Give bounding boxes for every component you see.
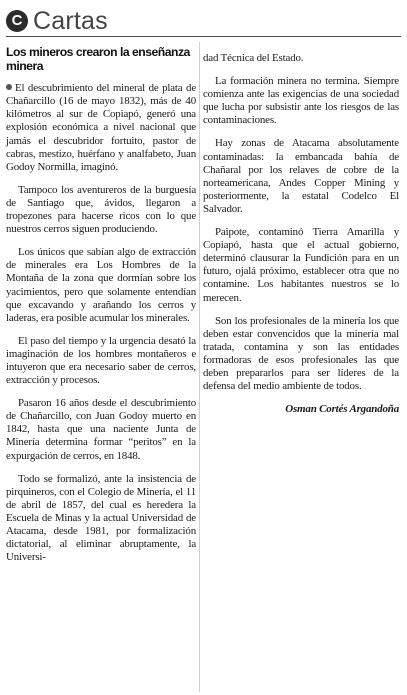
article-paragraph: El paso del tiempo y la urgencia desató la imaginación de los hombres montañeros e intuyeron que era necesario saber de cerros, extracción y procesos. [6, 334, 196, 387]
article-paragraph: Pasaron 16 años desde el descubrimiento de Chañarcillo, con Juan Godoy muerto en 1842, hasta que una naciente Junta de Minería determina formar “peritos” en la expurgación de cerros, en 1848. [6, 397, 196, 462]
article-headline: Los mineros crearon la enseñanza minera [6, 45, 190, 73]
article-paragraph: Son los profesionales de la minería los que deben estar convencidos que la minería mal tratada, contamina y son las entidades formadoras de esos profesionales las que deben prepararlos para ser líderes de la defensa del medio ambiente de todos. [203, 314, 399, 393]
column-divider [199, 42, 200, 692]
article-paragraph: Paipote, contaminó Tierra Amarilla y Copiapó, hasta que el actual gobierno, determinó clausurar la Fundición para en un futuro, ojalá próximo, establecer otra que no contamine. Los habitantes nuestros se lo merecen. [203, 226, 399, 304]
article-paragraph: Hay zonas de Atacama absolutamente contaminadas: la embancada bahía de Chañaral por los relaves de cobre de la norteamericana, Andes Copper Mining y posteriormente, la estatal Codelco El Salvador. [203, 137, 399, 215]
article-paragraph: Todo se formalizó, ante la insistencia de pirquineros, con el Colegio de Minería, el 11 de abril de 1857, del cual es heredera la Escuela de Minas y la actual Universidad de Atacama, desde 1981, por formalización dictatorial, al eliminar abruptamente, la Universi- [6, 472, 196, 564]
article-author: Osman Cortés Argandoña [285, 403, 399, 416]
section-title: Cartas [33, 7, 108, 35]
article-paragraph: dad Técnica del Estado. [203, 52, 304, 64]
article-column-right [203, 52, 399, 415]
article-paragraph: La formación minera no termina. Siempre comienza ante las exigencias de una sociedad que lucha por subsistir ante los riesgos de las contaminaciones. [203, 75, 399, 127]
bullet-icon [6, 84, 12, 90]
article-paragraph: El descubrimiento del mineral de plata de Chañarcillo (16 de mayo 1832), más de 40 kilómetros al sur de Copiapó, generó una explosión económica a nivel nacional que jamás el descubridor fortuito, pastor de cabras, mestizo, huérfano y analfabeto, Juan Godoy Normilla, imaginó. [6, 82, 196, 173]
article-column-left [6, 46, 196, 574]
section-header [6, 6, 401, 37]
article-paragraph: Los únicos que sabían algo de extracción de minerales era Los Hombres de la Montaña de la zona que dormían sobre los yacimientos, pero que solamente entendían que excavando y arañando los cerros y laderas, era posible acumular los minerales. [6, 246, 196, 324]
section-logo-icon: C [6, 10, 28, 32]
article-paragraph: Tampoco los aventureros de la burguesía de Santiago que, ávidos, llegaron a tropezones para hacerse ricos con lo que nuestros cerros siguen produciendo. [6, 183, 196, 236]
